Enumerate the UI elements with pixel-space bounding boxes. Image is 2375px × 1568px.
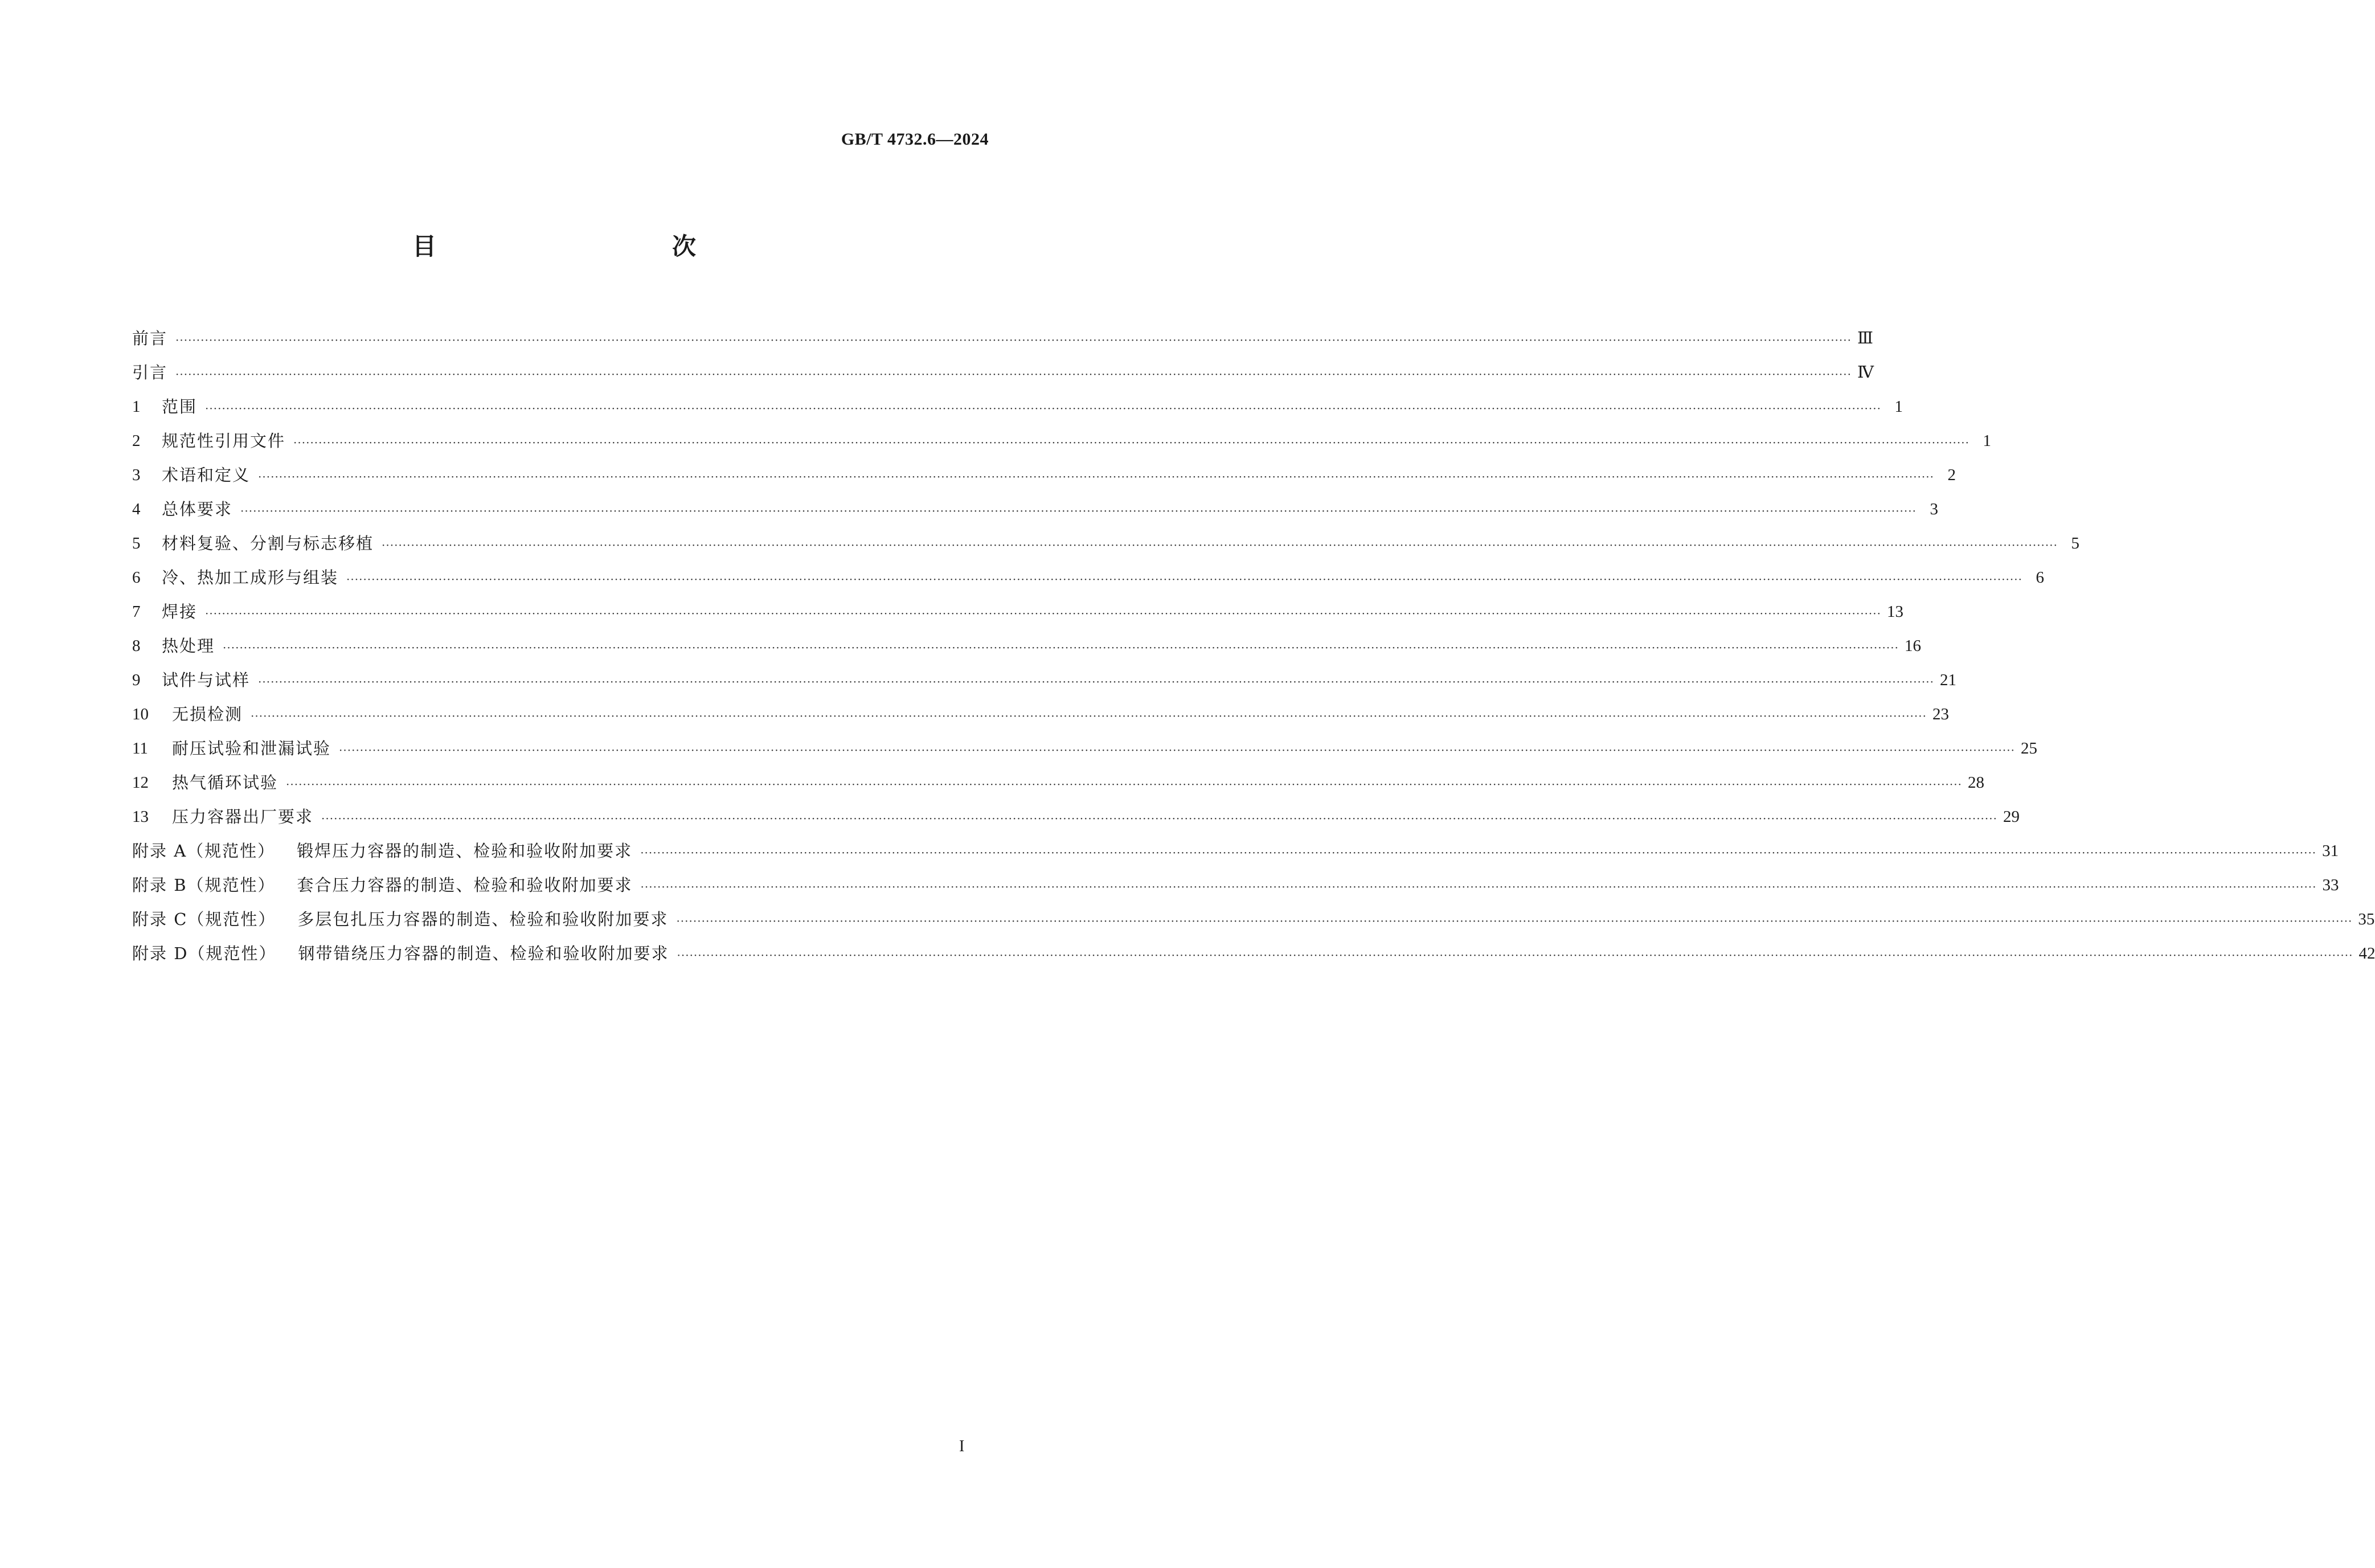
toc-entry-title: 钢带错绕压力容器的制造、检验和验收附加要求: [298, 944, 669, 963]
toc-entry-title: 热处理: [162, 636, 215, 656]
toc-entry-number: 3: [132, 466, 141, 484]
leader-dots: ················································································································································································································································································································································································································: [175, 367, 1852, 381]
leader-dots: ················································································································································································································································································································································································································: [321, 812, 1997, 825]
toc-entry-page: 21: [1939, 671, 1956, 689]
leader-dots: ················································································································································································································································································································································································································: [175, 333, 1852, 347]
toc-entry-3[interactable]: [132, 451, 1956, 485]
toc-entry-page: 42: [2358, 944, 2375, 963]
toc-entry-title: 冷、热加工成形与组装: [162, 568, 339, 587]
toc-entry-title: 试件与试样: [162, 670, 251, 690]
leader-dots: ················································································································································································································································································································································································································: [205, 607, 1881, 620]
toc-entry-number: 9: [132, 671, 141, 689]
toc-entry-page: 13: [1886, 603, 1903, 621]
toc-entry-appendix-c[interactable]: [132, 895, 2375, 930]
appendix-label: 附录 C（规范性）: [132, 910, 276, 929]
leader-dots: ················································································································································································································································································································································································································: [382, 538, 2058, 552]
toc-entry-13[interactable]: [132, 793, 2020, 827]
toc-entry-title: 套合压力容器的制造、检验和验收附加要求: [297, 875, 633, 895]
toc-entry-page: 25: [2020, 739, 2037, 758]
toc-entry-title: 术语和定义: [162, 465, 251, 485]
toc-entry-appendix-a[interactable]: [132, 827, 2339, 861]
toc-entry-appendix-b[interactable]: [132, 861, 2339, 895]
toc-entry-title: 多层包扎压力容器的制造、检验和验收附加要求: [297, 910, 669, 929]
appendix-label: 附录 B（规范性）: [132, 875, 276, 895]
toc-entry-page: 29: [2003, 808, 2020, 826]
toc-entry-page: 3: [1930, 500, 1938, 518]
standard-code: GB/T 4732.6—2024: [841, 130, 989, 149]
toc-entry-page: 1: [1983, 432, 1991, 450]
toc-entry-number: 12: [132, 773, 149, 792]
toc-entry-page: 6: [2036, 568, 2044, 587]
toc-entry-9[interactable]: [132, 656, 1956, 690]
toc-entry-12[interactable]: [132, 759, 1984, 793]
leader-dots: ················································································································································································································································································································································································································: [677, 948, 2353, 962]
leader-dots: ················································································································································································································································································································································································································: [640, 846, 2317, 859]
toc-entry-page: 35: [2358, 910, 2375, 928]
toc-entry-7[interactable]: [132, 588, 1903, 622]
toc-entry-number: 8: [132, 637, 141, 655]
toc-entry-page: 2: [1947, 466, 1956, 484]
toc-entry-title: 压力容器出厂要求: [172, 807, 314, 826]
toc-entry-number: 2: [132, 432, 141, 450]
toc-entry-title: 热气循环试验: [172, 773, 279, 792]
appendix-label: 附录 A（规范性）: [132, 841, 276, 861]
table-of-contents: [132, 314, 2375, 964]
toc-entry-page: 31: [2322, 842, 2339, 860]
leader-dots: ················································································································································································································································································································································································································: [240, 504, 1917, 518]
toc-entry-number: 13: [132, 808, 149, 826]
toc-entry-title: 焊接: [162, 602, 198, 621]
toc-entry-page: 5: [2071, 534, 2079, 552]
toc-entry-title: 无损检测: [172, 705, 243, 724]
toc-entry-number: 10: [132, 705, 149, 723]
toc-entry-6[interactable]: [132, 554, 2044, 588]
leader-dots: ················································································································································································································································································································································································································: [258, 470, 1934, 484]
leader-dots: ················································································································································································································································································································································································································: [293, 436, 1969, 449]
toc-entry-5[interactable]: [132, 519, 2079, 554]
toc-entry-page: Ⅳ: [1857, 363, 1874, 382]
appendix-label: 附录 D（规范性）: [132, 944, 277, 963]
leader-dots: ················································································································································································································································································································································································································: [258, 675, 1934, 689]
toc-entry-page: 28: [1967, 773, 1984, 792]
toc-entry-title: 锻焊压力容器的制造、检验和验收附加要求: [297, 841, 633, 861]
toc-entry-foreword[interactable]: [132, 314, 1873, 349]
toc-entry-2[interactable]: [132, 417, 1991, 451]
toc-entry-1[interactable]: [132, 383, 1903, 417]
toc-entry-number: 7: [132, 603, 141, 621]
toc-entry-title: 规范性引用文件: [162, 431, 286, 451]
toc-entry-page: 33: [2322, 876, 2339, 894]
leader-dots: ················································································································································································································································································································································································································: [205, 402, 1881, 415]
toc-entry-page: 1: [1894, 398, 1903, 416]
toc-entry-11[interactable]: [132, 724, 2037, 759]
leader-dots: ················································································································································································································································································································································································································: [251, 709, 1927, 723]
leader-dots: ················································································································································································································································································································································································································: [676, 914, 2353, 928]
toc-entry-title: 范围: [162, 397, 198, 416]
toc-entry-number: 4: [132, 500, 141, 518]
toc-entry-page: 23: [1932, 705, 1949, 723]
toc-entry-introduction[interactable]: [132, 349, 1874, 383]
footer-page-number: I: [959, 1438, 965, 1455]
toc-entry-8[interactable]: [132, 622, 1921, 656]
toc-entry-title: 总体要求: [162, 500, 233, 519]
leader-dots: ················································································································································································································································································································································································································: [640, 880, 2317, 894]
toc-entry-title: 耐压试验和泄漏试验: [172, 739, 331, 758]
toc-entry-page: 16: [1904, 637, 1921, 655]
toc-entry-number: 5: [132, 534, 141, 552]
toc-entry-10[interactable]: [132, 690, 1949, 724]
toc-entry-title: 材料复验、分割与标志移植: [162, 534, 374, 553]
leader-dots: ················································································································································································································································································································································································································: [346, 572, 2022, 586]
toc-entry-title: 引言: [132, 363, 168, 382]
toc-entry-appendix-d[interactable]: [132, 930, 2375, 964]
page-title: 目 次: [412, 232, 759, 260]
toc-entry-number: 1: [132, 398, 141, 416]
toc-entry-number: 11: [132, 739, 148, 758]
toc-entry-4[interactable]: [132, 485, 1938, 519]
leader-dots: ················································································································································································································································································································································································································: [339, 743, 2015, 757]
toc-entry-title: 前言: [132, 329, 168, 348]
leader-dots: ················································································································································································································································································································································································································: [286, 777, 1962, 791]
toc-entry-number: 6: [132, 568, 141, 587]
leader-dots: ················································································································································································································································································································································································································: [223, 641, 1899, 654]
toc-entry-page: Ⅲ: [1857, 329, 1873, 347]
